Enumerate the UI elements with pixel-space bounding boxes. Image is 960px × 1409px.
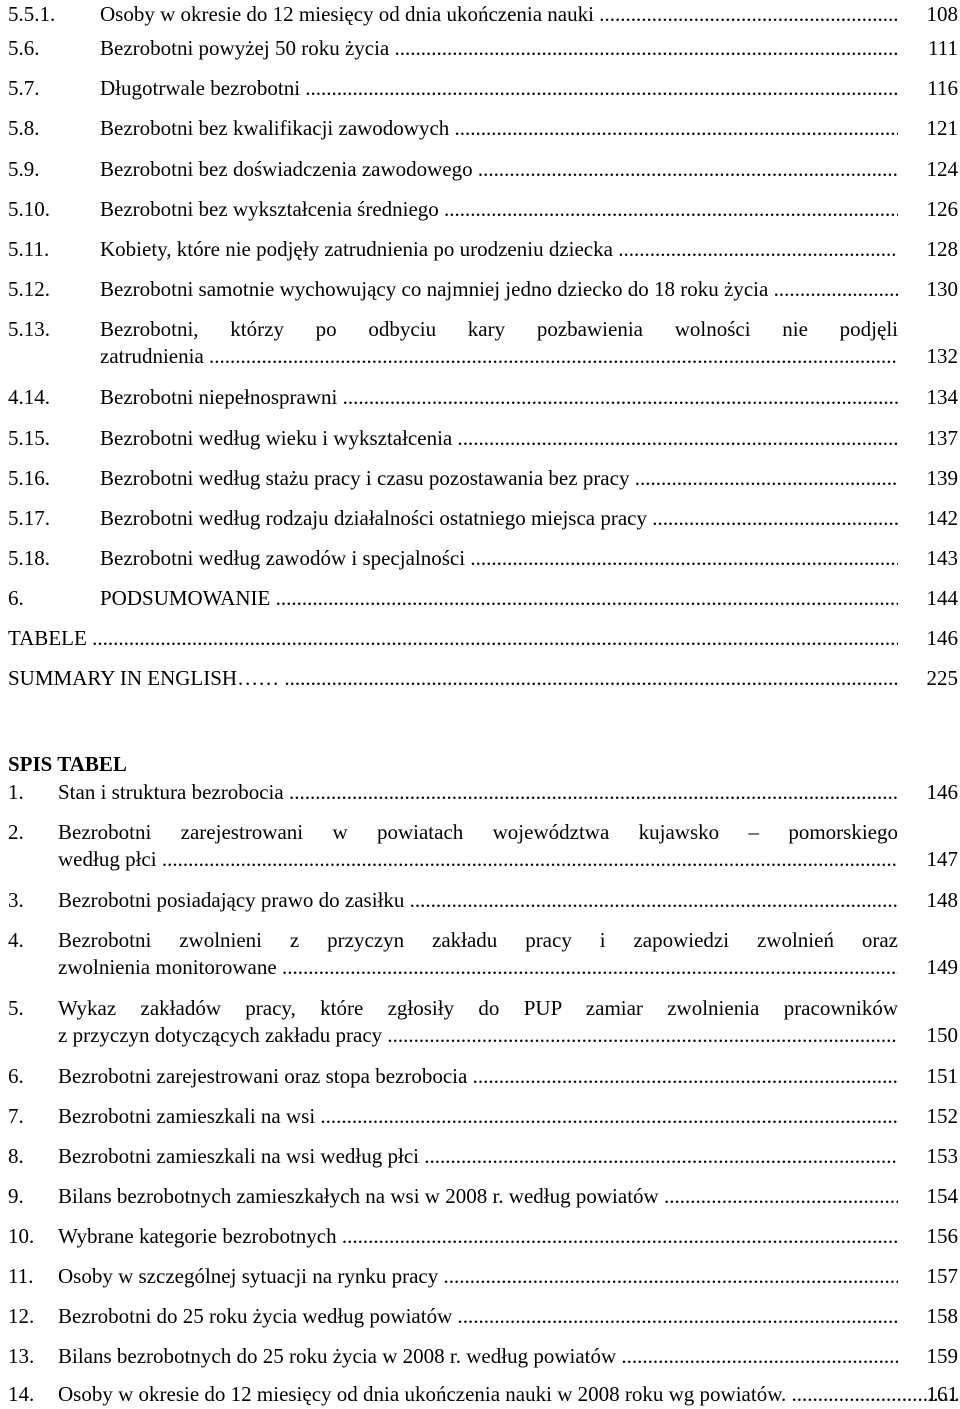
- toc-entry[interactable]: [8, 34, 960, 62]
- toc-entry-page: 124: [926, 157, 958, 181]
- toc-entry-title: Bezrobotni bez kwalifikacji zawodowych .....: [100, 114, 898, 142]
- toc-entry-title: SUMMARY IN ENGLISH…… .....: [8, 664, 898, 692]
- table-entry-number: 6.: [8, 1064, 24, 1088]
- table-entry[interactable]: [8, 778, 960, 806]
- toc-entry[interactable]: [8, 383, 960, 411]
- toc-entry-number: 5.17.: [8, 506, 50, 530]
- table-entry[interactable]: [8, 1302, 960, 1330]
- table-entry-page: 161: [926, 1382, 958, 1406]
- toc-entry-title-line1: Bezrobotni, którzy po odbyciu kary pozbawienia wolności nie podjęli: [100, 317, 898, 341]
- table-entry-number: 9.: [8, 1184, 24, 1208]
- toc-entry[interactable]: [8, 155, 960, 183]
- table-entry-number: 2.: [8, 820, 24, 844]
- table-entry-title: Bezrobotni zamieszkali na wsi według płci .....: [58, 1142, 898, 1170]
- table-entry-title-line1: Bezrobotni zwolnieni z przyczyn zakładu pracy i zapowiedzi zwolnień oraz: [58, 928, 898, 952]
- toc-entry-title: Bezrobotni według stażu pracy i czasu pozostawania bez pracy .....: [100, 464, 898, 492]
- table-entry-title: Wybrane kategorie bezrobotnych .....: [58, 1222, 898, 1250]
- table-entry-number: 7.: [8, 1104, 24, 1128]
- toc-entry[interactable]: [8, 584, 960, 612]
- toc-entry-title: Bezrobotni powyżej 50 roku życia .....: [100, 34, 898, 62]
- table-entry-number: 14.: [8, 1382, 35, 1406]
- toc-entry[interactable]: [8, 275, 960, 303]
- table-entry-page: 146: [926, 780, 958, 804]
- toc-entry-title: Bezrobotni według wieku i wykształcenia .....: [100, 424, 898, 452]
- toc-entry-title: PODSUMOWANIE .....: [100, 584, 898, 612]
- toc-entry-page: 111: [928, 36, 958, 60]
- toc-entry-page: 225: [926, 666, 958, 690]
- table-entry-page: 151: [926, 1064, 958, 1088]
- toc-entry-number: 5.7.: [8, 76, 40, 100]
- toc-entry[interactable]: [8, 74, 960, 102]
- toc-entry-title: Bezrobotni niepełnosprawni .....: [100, 383, 898, 411]
- table-entry-page: 154: [926, 1184, 958, 1208]
- table-entry-title-line2: według płci .....: [58, 845, 898, 873]
- toc-entry[interactable]: [8, 664, 960, 692]
- table-entry-page: 159: [926, 1344, 958, 1368]
- toc-entry-number: 4.14.: [8, 385, 50, 409]
- toc-entry[interactable]: [8, 424, 960, 452]
- table-entry[interactable]: [8, 1262, 960, 1290]
- toc-entry-number: 5.18.: [8, 546, 50, 570]
- table-entry-number: 12.: [8, 1304, 35, 1328]
- table-entry-number: 10.: [8, 1224, 35, 1248]
- toc-entry-title-line2: zatrudnienia .....: [100, 342, 898, 370]
- table-entry[interactable]: [8, 1062, 960, 1090]
- toc-entry-number: 5.13.: [8, 317, 50, 341]
- table-entry[interactable]: [8, 1380, 960, 1408]
- toc-entry-title: Osoby w okresie do 12 miesięcy od dnia ukończenia nauki .....: [100, 0, 898, 28]
- toc-entry-title: Bezrobotni bez doświadczenia zawodowego .....: [100, 155, 898, 183]
- toc-entry-title: Bezrobotni według zawodów i specjalności .....: [100, 544, 898, 572]
- toc-entry-page: 139: [926, 466, 958, 490]
- toc-entry[interactable]: [8, 0, 960, 28]
- toc-entry-page: 128: [926, 237, 958, 261]
- table-entry[interactable]: [8, 1222, 960, 1250]
- table-entry[interactable]: [8, 1182, 960, 1210]
- toc-entry-title: Bezrobotni według rodzaju działalności ostatniego miejsca pracy .....: [100, 504, 898, 532]
- table-entry-page: 149: [926, 955, 958, 979]
- toc-entry-page: 134: [926, 385, 958, 409]
- table-entry-title: Bezrobotni posiadający prawo do zasiłku .....: [58, 886, 898, 914]
- table-entry[interactable]: [8, 1142, 960, 1170]
- toc-entry[interactable]: [8, 624, 960, 652]
- toc-entry-page: 108: [926, 2, 958, 26]
- toc-entry-page: 146: [926, 626, 958, 650]
- toc-entry-page: 116: [927, 76, 958, 100]
- toc-entry-page: 126: [926, 197, 958, 221]
- toc-entry-number: 5.10.: [8, 197, 50, 221]
- toc-entry[interactable]: [8, 195, 960, 223]
- table-entry[interactable]: [8, 1342, 960, 1370]
- table-entry-title: Bezrobotni zarejestrowani oraz stopa bezrobocia .....: [58, 1062, 898, 1090]
- table-entry-number: 11.: [8, 1264, 34, 1288]
- toc-entry-number: 5.11.: [8, 237, 50, 261]
- toc-entry[interactable]: [8, 235, 960, 263]
- table-entry-number: 5.: [8, 996, 24, 1020]
- toc-entry-number: 5.5.1.: [8, 2, 56, 26]
- toc-entry-number: 5.15.: [8, 426, 50, 450]
- toc-entry[interactable]: [8, 464, 960, 492]
- toc-entry[interactable]: [8, 544, 960, 572]
- table-entry-page: 150: [926, 1023, 958, 1047]
- toc-entry-number: 5.9.: [8, 157, 40, 181]
- table-entry-number: 13.: [8, 1344, 35, 1368]
- toc-entry-page: 143: [926, 546, 958, 570]
- table-entry-page: 148: [926, 888, 958, 912]
- table-entry-title: Osoby w szczególnej sytuacji na rynku pracy .....: [58, 1262, 898, 1290]
- table-entry-page: 153: [926, 1144, 958, 1168]
- table-entry-title: Bilans bezrobotnych do 25 roku życia w 2008 r. według powiatów .....: [58, 1342, 898, 1370]
- toc-entry-title: Bezrobotni bez wykształcenia średniego .....: [100, 195, 898, 223]
- toc-entry-page: 130: [926, 277, 958, 301]
- toc-entry[interactable]: [8, 114, 960, 142]
- table-entry-page: 157: [926, 1264, 958, 1288]
- table-entry-title: Bezrobotni do 25 roku życia według powiatów .....: [58, 1302, 898, 1330]
- toc-entry[interactable]: [8, 504, 960, 532]
- toc-entry-page: 144: [926, 586, 958, 610]
- toc-entry-title: Bezrobotni samotnie wychowujący co najmniej jedno dziecko do 18 roku życia .....: [100, 275, 898, 303]
- table-entry-title-line1: Wykaz zakładów pracy, które zgłosiły do PUP zamiar zwolnienia pracowników: [58, 996, 898, 1020]
- table-entry-page: 147: [926, 847, 958, 871]
- toc-entry-page: 137: [926, 426, 958, 450]
- tables-heading: SPIS TABEL: [8, 752, 127, 776]
- table-entry[interactable]: [8, 926, 960, 980]
- table-entry-number: 8.: [8, 1144, 24, 1168]
- table-entry[interactable]: [8, 818, 960, 872]
- table-entry-number: 3.: [8, 888, 24, 912]
- toc-entry-title: Długotrwale bezrobotni .....: [100, 74, 898, 102]
- toc-entry-title: Kobiety, które nie podjęły zatrudnienia po urodzeniu dziecka .....: [100, 235, 898, 263]
- table-entry-title: Osoby w okresie do 12 miesięcy od dnia ukończenia nauki w 2008 roku wg powiatów. .....: [58, 1380, 898, 1408]
- table-entry[interactable]: [8, 994, 960, 1048]
- table-entry-number: 4.: [8, 928, 24, 952]
- toc-entry-title: TABELE .....: [8, 624, 898, 652]
- table-entry-title-line1: Bezrobotni zarejestrowani w powiatach województwa kujawsko – pomorskiego: [58, 820, 898, 844]
- toc-entry[interactable]: [8, 315, 960, 369]
- table-entry[interactable]: [8, 1102, 960, 1130]
- table-entry-page: 158: [926, 1304, 958, 1328]
- toc-entry-page: 121: [926, 116, 958, 140]
- table-entry-title: Stan i struktura bezrobocia .....: [58, 778, 898, 806]
- table-entry-title-line2: zwolnienia monitorowane .....: [58, 953, 898, 981]
- table-entry-page: 156: [926, 1224, 958, 1248]
- table-entry-number: 1.: [8, 780, 24, 804]
- table-entry-title: Bilans bezrobotnych zamieszkałych na wsi w 2008 r. według powiatów .....: [58, 1182, 898, 1210]
- toc-entry-page: 142: [926, 506, 958, 530]
- toc-entry-number: 5.8.: [8, 116, 40, 140]
- table-entry-title-line2: z przyczyn dotyczących zakładu pracy .....: [58, 1021, 898, 1049]
- table-entry[interactable]: [8, 886, 960, 914]
- toc-entry-number: 5.12.: [8, 277, 50, 301]
- toc-entry-number: 6.: [8, 586, 24, 610]
- toc-entry-page: 132: [926, 344, 958, 368]
- table-entry-title: Bezrobotni zamieszkali na wsi .....: [58, 1102, 898, 1130]
- toc-entry-number: 5.6.: [8, 36, 40, 60]
- table-entry-page: 152: [926, 1104, 958, 1128]
- toc-entry-number: 5.16.: [8, 466, 50, 490]
